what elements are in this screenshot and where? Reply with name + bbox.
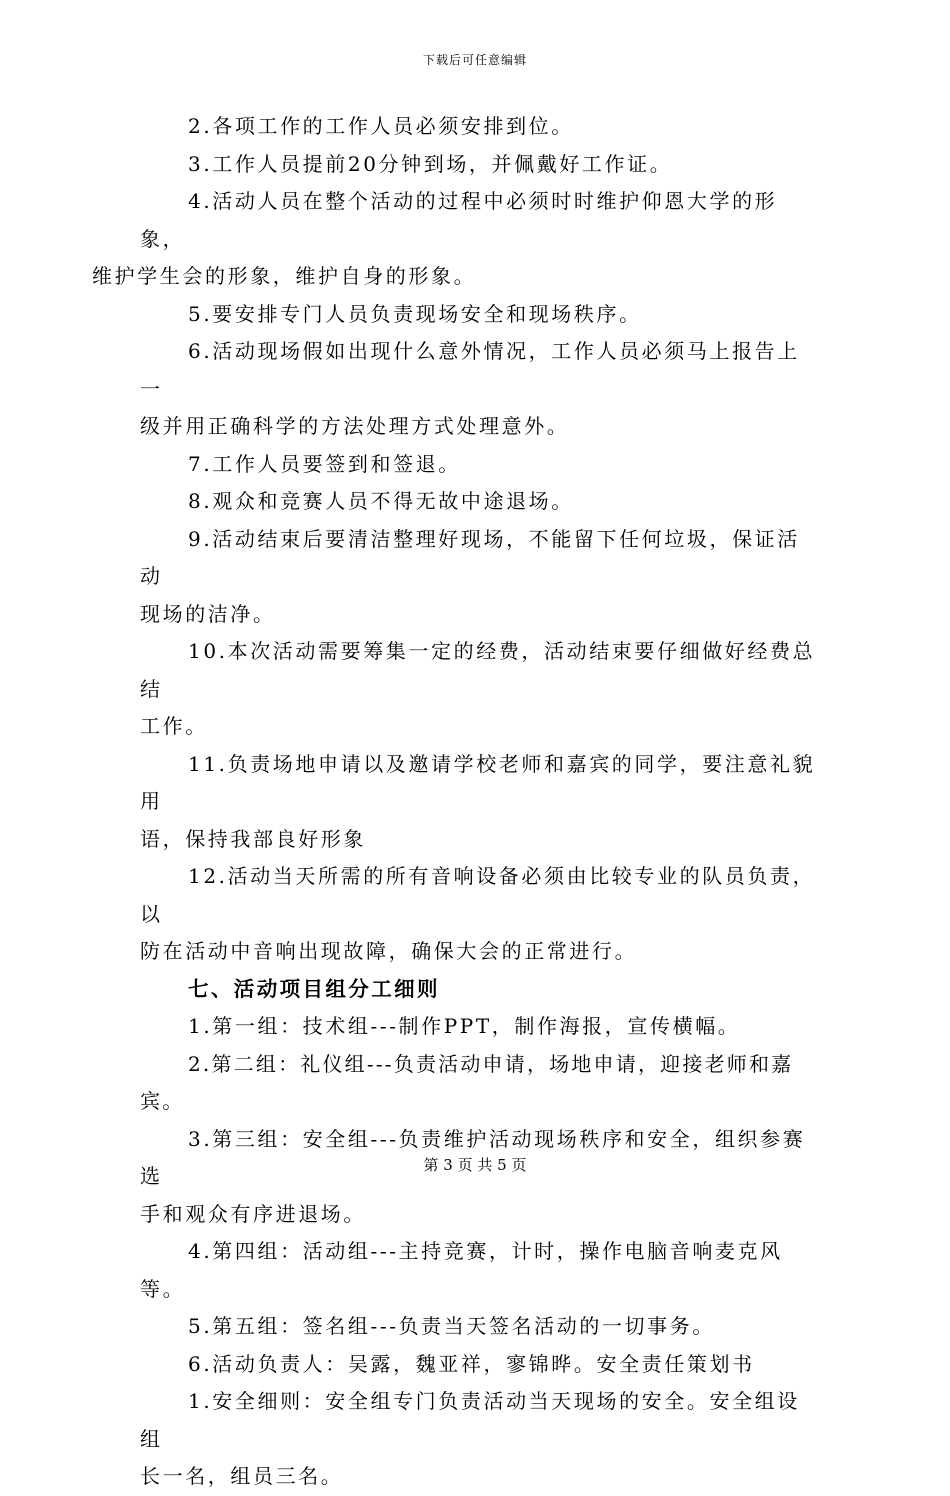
paragraph-line: 工作。 [140,714,208,738]
paragraph-line: 语，保持我部良好形象 [140,826,366,851]
section-item-3 [140,1121,820,1234]
paragraph-line: 11.负责场地申请以及邀请学校老师和嘉宾的同学，要注意礼貌用 [140,751,816,813]
paragraph-item-4 [92,183,820,296]
paragraph-item-7: 7.工作人员要签到和签退。 [188,451,461,476]
paragraph-item-9 [140,521,820,634]
paragraph-line: 12.活动当天所需的所有音响设备必须由比较专业的队员负责，以 [140,864,816,926]
paragraph-line: 4.活动人员在整个活动的过程中必须时时维护仰恩大学的形象， [140,189,778,251]
section-heading: 七、活动项目组分工细则 [188,976,440,1001]
paragraph-line: 3.第三组：安全组---负责维护活动现场秩序和安全，组织参赛选 [140,1126,806,1188]
paragraph-line: 9.活动结束后要清洁整理好现场，不能留下任何垃圾，保证活动 [140,526,800,588]
paragraph-line: 1.安全细则：安全组专门负责活动当天现场的安全。安全组设组 [140,1389,800,1451]
paragraph-line: 10.本次活动需要筹集一定的经费，活动结束要仔细做好经费总结 [140,639,816,701]
paragraph-line: 维护学生会的形象，维护自身的形象。 [92,264,477,288]
paragraph-line: 防在活动中音响出现故障，确保大会的正常进行。 [140,939,638,963]
document-body [92,108,820,1496]
paragraph-item-2: 2.各项工作的工作人员必须安排到位。 [188,114,574,138]
paragraph-item-5: 5.要安排专门人员负责现场安全和现场秩序。 [188,301,642,326]
section-item-2: 2.第二组：礼仪组---负责活动申请，场地申请，迎接老师和嘉宾。 [140,1051,794,1113]
paragraph-item-6 [140,333,820,446]
section-item-5: 5.第五组：签名组---负责当天签名活动的一切事务。 [188,1314,715,1338]
paragraph-line: 6.活动现场假如出现什么意外情况，工作人员必须马上报告上一 [140,339,800,401]
paragraph-item-12 [140,858,820,971]
page-footer: 第 3 页 共 5 页 [423,1156,527,1174]
paragraph-item-3: 3.工作人员提前20分钟到场，并佩戴好工作证。 [188,151,673,176]
paragraph-item-11 [140,746,820,859]
paragraph-item-10 [140,633,820,746]
section-item-7 [140,1383,820,1496]
paragraph-line: 手和观众有序进退场。 [140,1201,366,1226]
paragraph-line: 长一名，组员三名。 [140,1464,344,1488]
paragraph-item-8: 8.观众和竞赛人员不得无故中途退场。 [188,489,574,513]
section-item-4: 4.第四组：活动组---主持竞赛，计时，操作电脑音响麦克风等。 [140,1239,783,1301]
section-item-1: 1.第一组：技术组---制作PPT，制作海报，宣传横幅。 [188,1014,741,1038]
paragraph-line: 级并用正确科学的方法处理方式处理意外。 [140,414,570,438]
page-header: 下载后可任意编辑 [422,53,527,67]
paragraph-line: 现场的洁净。 [140,601,276,626]
section-item-6: 6.活动负责人：吴露，魏亚祥，寥锦晔。安全责任策划书 [188,1351,755,1376]
